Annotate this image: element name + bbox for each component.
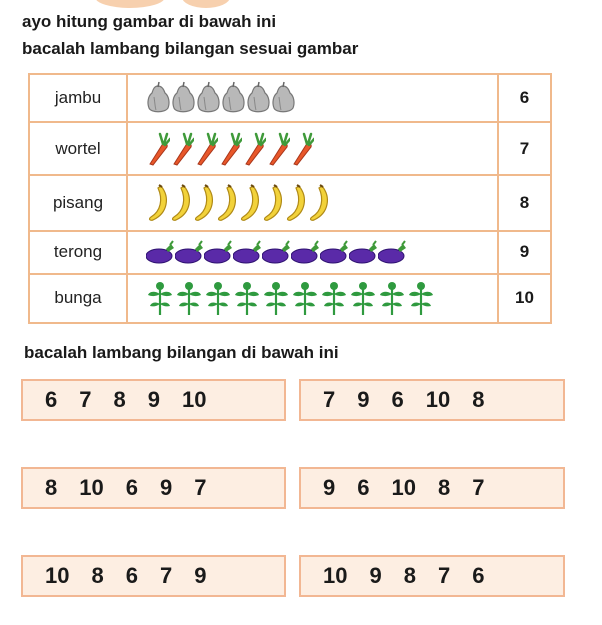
- icon-group: [146, 81, 497, 115]
- sequence-number: 10: [323, 563, 348, 588]
- sequence-number: 8: [91, 563, 104, 588]
- sequence-number: 7: [472, 475, 485, 500]
- banana-icon: [261, 183, 284, 223]
- guava-icon: [271, 81, 296, 115]
- flower-icon: [204, 280, 233, 316]
- eggplant-icon: [175, 239, 204, 265]
- number-sequence-box: [299, 555, 565, 597]
- guava-icon: [196, 81, 221, 115]
- banana-icon: [215, 183, 238, 223]
- flower-icon: [349, 280, 378, 316]
- sequence-number: 9: [147, 387, 160, 412]
- row-number: 6: [498, 74, 551, 122]
- carrot-icon: [290, 131, 314, 167]
- flower-icon: [291, 280, 320, 316]
- sequence-number: 6: [125, 563, 138, 588]
- sequence-number: 9: [323, 475, 336, 500]
- sequence-number: 8: [403, 563, 416, 588]
- row-number: 10: [498, 274, 551, 323]
- icon-group: [146, 183, 497, 223]
- sequence-number: 6: [125, 475, 138, 500]
- carrot-icon: [242, 131, 266, 167]
- eggplant-icon: [146, 239, 175, 265]
- number-sequence-box: [299, 467, 565, 509]
- flower-icon: [378, 280, 407, 316]
- carrot-icon: [146, 131, 170, 167]
- sequence-number: 10: [182, 387, 207, 412]
- number-sequence-box: [299, 379, 565, 421]
- sequence-number: 9: [159, 475, 173, 500]
- table-row: [29, 274, 551, 323]
- instruction-heading-3: bacalah lambang bilangan di bawah ini: [24, 343, 339, 362]
- flower-icon: [175, 280, 204, 316]
- sequence-number: 6: [357, 475, 370, 500]
- carrot-icon: [266, 131, 290, 167]
- flower-icon: [407, 280, 436, 316]
- row-label: wortel: [29, 122, 127, 174]
- banana-icon: [284, 183, 307, 223]
- row-label: jambu: [29, 74, 127, 122]
- sequence-number: 6: [391, 387, 404, 412]
- sequence-number: 6: [45, 387, 58, 412]
- sequence-number: 8: [437, 475, 451, 500]
- sequence-number: 10: [391, 475, 416, 500]
- eggplant-icon: [204, 239, 233, 265]
- carrot-icon: [194, 131, 218, 167]
- row-number: 8: [498, 175, 551, 231]
- banana-icon: [238, 183, 261, 223]
- table-row: [29, 175, 551, 231]
- icon-group: [146, 131, 497, 167]
- decorative-blob: [182, 0, 230, 8]
- banana-icon: [146, 183, 169, 223]
- sequence-number: 7: [159, 563, 173, 588]
- sequence-number: 8: [113, 387, 126, 412]
- instruction-heading-1: ayo hitung gambar di bawah ini: [22, 12, 277, 31]
- eggplant-icon: [378, 239, 407, 265]
- sequence-number: 7: [323, 387, 336, 412]
- banana-icon: [169, 183, 192, 223]
- sequence-number: 7: [79, 387, 92, 412]
- sequence-number: 9: [194, 563, 207, 588]
- sequence-number: 7: [194, 475, 207, 500]
- sequence-number: 8: [472, 387, 485, 412]
- eggplant-icon: [291, 239, 320, 265]
- sequence-number: 6: [472, 563, 485, 588]
- eggplant-icon: [349, 239, 378, 265]
- guava-icon: [146, 81, 171, 115]
- row-label: bunga: [29, 274, 127, 323]
- table-row: [29, 231, 551, 273]
- flower-icon: [233, 280, 262, 316]
- eggplant-icon: [262, 239, 291, 265]
- icon-group: [146, 280, 497, 316]
- flower-icon: [146, 280, 175, 316]
- sequence-number: 10: [79, 475, 104, 500]
- eggplant-icon: [233, 239, 262, 265]
- banana-icon: [192, 183, 215, 223]
- row-number: 7: [498, 122, 551, 174]
- number-sequence-box: [21, 555, 286, 597]
- sequence-number: 10: [425, 387, 451, 412]
- sequence-number: 9: [357, 387, 370, 412]
- table-row: [29, 74, 551, 122]
- guava-icon: [171, 81, 196, 115]
- row-label: terong: [29, 231, 127, 273]
- icon-group: [146, 239, 497, 265]
- sequence-number: 9: [369, 563, 382, 588]
- picture-count-table: [28, 73, 552, 324]
- decorative-blob: [95, 0, 165, 8]
- instruction-heading-2: bacalah lambang bilangan sesuai gambar: [22, 39, 359, 58]
- carrot-icon: [218, 131, 242, 167]
- sequence-number: 8: [45, 475, 58, 500]
- flower-icon: [320, 280, 349, 316]
- flower-icon: [262, 280, 291, 316]
- row-number: 9: [498, 231, 551, 273]
- guava-icon: [246, 81, 271, 115]
- table-row: [29, 122, 551, 174]
- number-sequence-box: [21, 467, 286, 509]
- sequence-number: 10: [45, 563, 70, 588]
- sequence-number: 7: [437, 563, 451, 588]
- guava-icon: [221, 81, 246, 115]
- eggplant-icon: [320, 239, 349, 265]
- banana-icon: [307, 183, 330, 223]
- carrot-icon: [170, 131, 194, 167]
- row-label: pisang: [29, 175, 127, 231]
- number-sequence-box: [21, 379, 286, 421]
